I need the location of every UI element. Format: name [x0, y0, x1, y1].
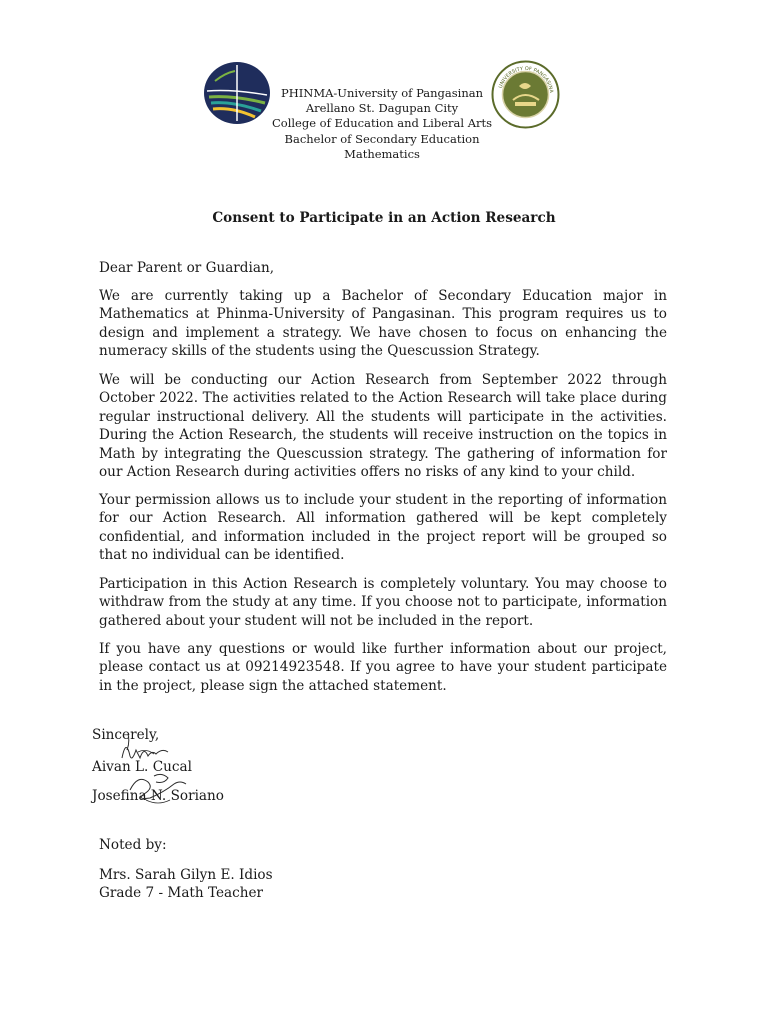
noted-by-label: Noted by:: [99, 837, 167, 853]
paragraph-schedule: We will be conducting our Action Research from September 2022 through October 2022. The activities related to the Action Research will take place during regular instructional delivery. All the students will participate in the activities. During the Action Research, the students will receive instruction on the topics in Math by integrating the Quescussion strategy. The gathering of information for our Action Research during activities offers no risks of any kind to your child.: [99, 372, 667, 481]
noted-by-name: Mrs. Sarah Gilyn E. Idios: [99, 867, 273, 883]
letterhead-university: PHINMA-University of Pangasinan: [280, 86, 484, 100]
letterhead: [262, 86, 502, 162]
noted-by-role: Grade 7 - Math Teacher: [99, 885, 264, 901]
letter-title: Consent to Participate in an Action Research: [212, 210, 556, 226]
letterhead-program: Bachelor of Secondary Education: [284, 131, 480, 146]
signatory-name: Aivan L. Cucal: [92, 759, 192, 775]
paragraph-contact: If you have any questions or would like further information about our project, please contact us at 09214923548. If you agree to have your student participate in the project, please sign the attached statement.: [99, 641, 667, 694]
paragraph-voluntary: Participation in this Action Research is completely voluntary. You may choose to withdraw from the study at any time. If you choose not to participate, information gathered about your student will not be included in the report.: [99, 576, 667, 629]
phinma-logo-icon: [203, 61, 271, 125]
seal-lettering: UNIVERSITY OF PANGASINA: [497, 65, 554, 94]
closing-sincerely: Sincerely,: [92, 727, 160, 743]
salutation: Dear Parent or Guardian,: [99, 260, 275, 276]
signature-soriano-icon: [124, 770, 192, 808]
letterhead-address: Arellano St. Dagupan City: [305, 101, 459, 116]
paragraph-confidentiality: Your permission allows us to include your student in the reporting of information for our Action Research. All information gathered will be kept completely confidential, and information included in the project report will be grouped so that no individual can be identified.: [99, 492, 667, 564]
university-seal-icon: [491, 60, 560, 129]
signature-cucal-icon: [118, 728, 176, 768]
letterhead-college: College of Education and Liberal Arts: [271, 116, 493, 131]
paragraph-program: We are currently taking up a Bachelor of Secondary Education major in Mathematics at Phinma-University of Pangasinan. This program requires us to design and implement a strategy. We have chosen to focus on enhancing the numeracy skills of the students using the Quescussion Strategy.: [99, 288, 667, 360]
letterhead-major: Mathematics: [344, 146, 420, 161]
signatory-name: Josefina N. Soriano: [92, 788, 224, 804]
